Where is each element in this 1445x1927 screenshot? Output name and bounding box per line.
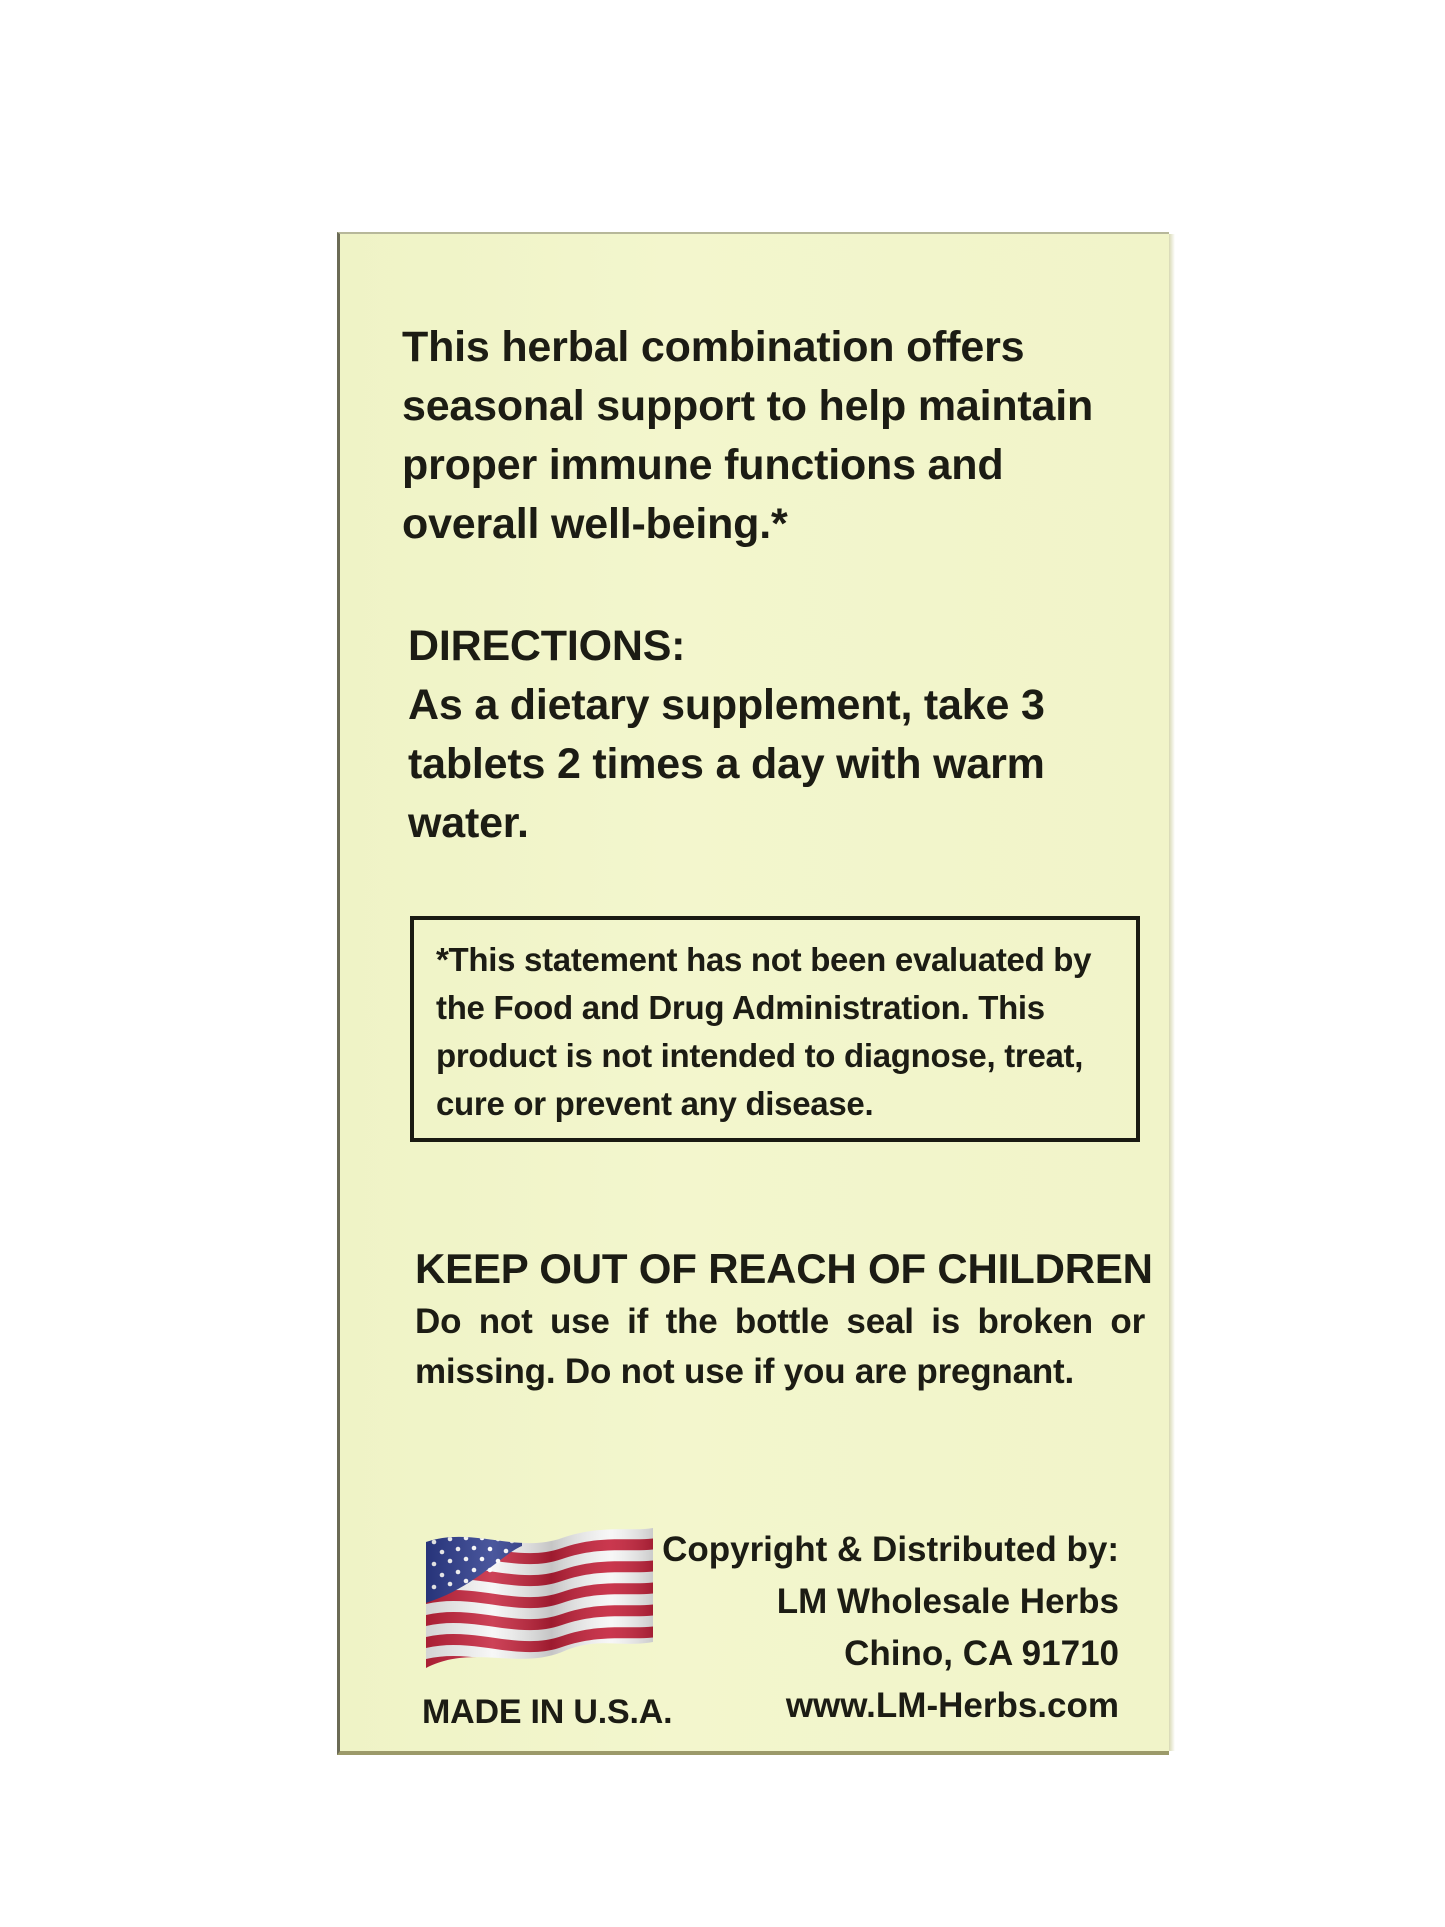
warning-text: Do not use if the bottle seal is broken or missing. Do not use if you are pregnant.	[415, 1302, 1145, 1391]
company-website: www.LM-Herbs.com	[785, 1686, 1119, 1725]
distributor-label: Copyright & Distributed by:	[662, 1530, 1119, 1569]
fda-disclaimer-box	[410, 916, 1140, 1142]
directions-text: As a dietary supplement, take 3 tablets 2 times a day with warm water.	[408, 681, 1045, 847]
fda-disclaimer-text: *This statement has not been evaluated by the Food and Drug Administration. This product is not intended to diagnose, treat, cure or prevent any disease.	[436, 941, 1092, 1122]
distributor-info	[599, 1524, 1119, 1732]
made-in-usa-label: MADE IN U.S.A.	[422, 1693, 673, 1731]
company-address: Chino, CA 91710	[844, 1634, 1119, 1673]
product-description: This herbal combination offers seasonal support to help maintain proper immune functions and overall well-being.*	[402, 323, 1094, 548]
directions-heading: DIRECTIONS:	[408, 622, 686, 670]
company-name: LM Wholesale Herbs	[776, 1582, 1119, 1621]
warning-heading: KEEP OUT OF REACH OF CHILDREN	[415, 1245, 1153, 1292]
product-box-side-panel	[337, 232, 1169, 1755]
